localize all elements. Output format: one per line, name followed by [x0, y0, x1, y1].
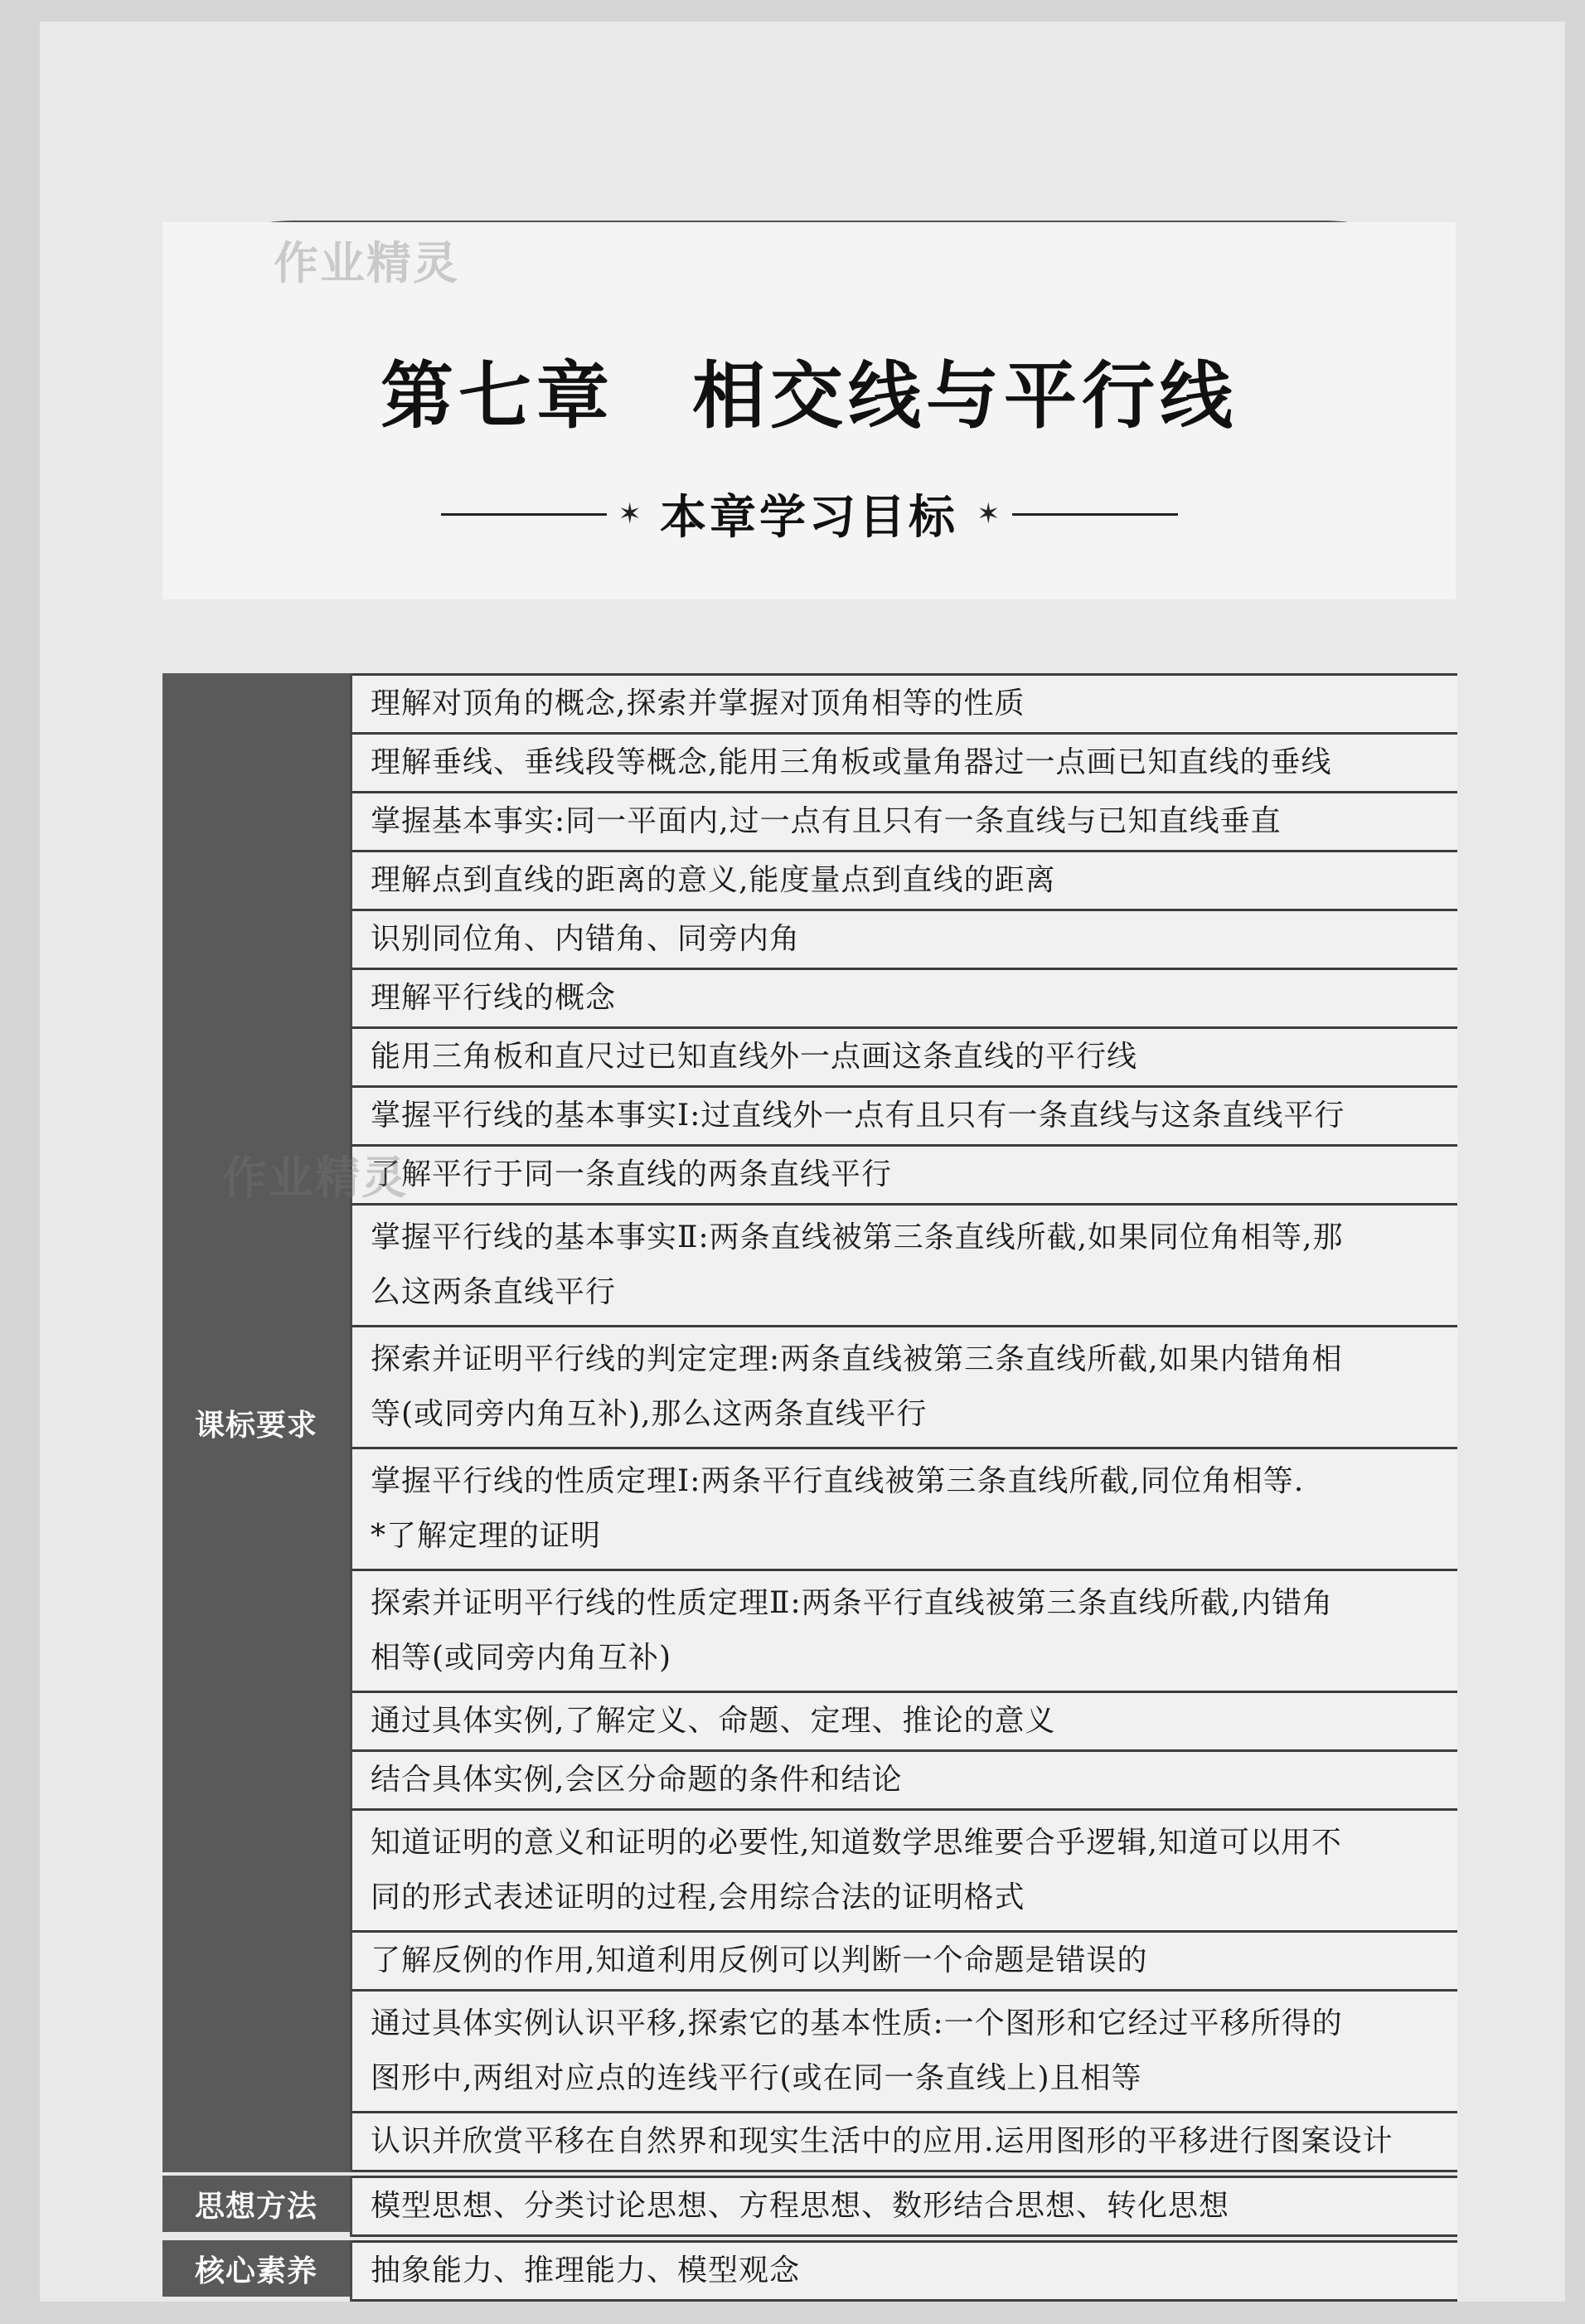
table-row [352, 970, 1457, 1029]
subtitle-rule-right [1012, 513, 1178, 516]
table-row [352, 1147, 1457, 1206]
table-row [352, 1088, 1457, 1147]
literacy-rows [350, 2240, 1457, 2302]
table-row [352, 1693, 1457, 1752]
row-line: 相等(或同旁内角互补) [371, 1641, 672, 1675]
row-line: 了解平行于同一条直线的两条直线平行 [371, 1157, 893, 1191]
table-row [352, 1327, 1457, 1449]
section-label: 思想方法 [162, 2176, 350, 2232]
row-line: 同的形式表述证明的过程,会用综合法的证明格式 [371, 1880, 1025, 1914]
subtitle-rule-left [441, 513, 607, 516]
table-row [352, 735, 1457, 793]
table-row [352, 1449, 1457, 1571]
watermark: 作业精灵 [222, 1152, 408, 1204]
row-line: 理解对顶角的概念,探索并掌握对顶角相等的性质 [371, 687, 1025, 720]
table-row [352, 1571, 1457, 1693]
literacy-section [162, 2240, 1457, 2302]
table-row [352, 911, 1457, 970]
row-line: *了解定理的证明 [371, 1519, 602, 1553]
row-line: 通过具体实例认识平移,探索它的基本性质:一个图形和它经过平移所得的 [371, 2006, 1343, 2040]
table-row: 模型思想、分类讨论思想、方程思想、数形结合思想、转化思想 [352, 2176, 1457, 2237]
table-row [352, 852, 1457, 911]
row-line: 掌握基本事实:同一平面内,过一点有且只有一条直线与已知直线垂直 [371, 804, 1282, 838]
row-line: 认识并欣赏平移在自然界和现实生活中的应用.运用图形的平移进行图案设计 [371, 2124, 1394, 2158]
row-line: 掌握平行线的基本事实Ⅰ:过直线外一点有且只有一条直线与这条直线平行 [371, 1099, 1345, 1133]
row-line: 能用三角板和直尺过已知直线外一点画这条直线的平行线 [371, 1040, 1138, 1074]
table-row [352, 1752, 1457, 1811]
table-row [352, 1992, 1457, 2113]
row-line: 探索并证明平行线的判定定理:两条直线被第三条直线所截,如果内错角相 [371, 1342, 1343, 1376]
star-icon: ✶ [977, 497, 1001, 531]
chapter-title: 第七章 相交线与平行线 [380, 352, 1238, 439]
table-row [352, 1029, 1457, 1088]
subtitle-row [162, 481, 1456, 547]
row-line: 掌握平行线的性质定理Ⅰ:两条平行直线被第三条直线所截,同位角相等. [371, 1464, 1305, 1498]
table-row [352, 673, 1457, 735]
row-line: 理解点到直线的距离的意义,能度量点到直线的距离 [371, 863, 1056, 897]
table-row [352, 1933, 1457, 1992]
row-line: 探索并证明平行线的性质定理Ⅱ:两条平行直线被第三条直线所截,内错角 [371, 1586, 1334, 1620]
row-line: 掌握平行线的基本事实Ⅱ:两条直线被第三条直线所截,如果同位角相等,那 [371, 1220, 1344, 1254]
table-row [352, 1811, 1457, 1933]
row-line: 理解垂线、垂线段等概念,能用三角板或量角器过一点画已知直线的垂线 [371, 745, 1332, 779]
row-line: 结合具体实例,会区分命题的条件和结论 [371, 1763, 903, 1797]
table-row [352, 2113, 1457, 2172]
curriculum-section [162, 673, 1457, 2172]
row-line: 图形中,两组对应点的连线平行(或在同一条直线上)且相等 [371, 2061, 1142, 2095]
methods-rows [350, 2176, 1457, 2237]
methods-section [162, 2176, 1457, 2237]
star-icon: ✶ [618, 497, 642, 531]
row-line: 知道证明的意义和证明的必要性,知道数学思维要合乎逻辑,知道可以用不 [371, 1826, 1342, 1860]
row-line: 么这两条直线平行 [371, 1275, 617, 1309]
row-line: 理解平行线的概念 [371, 981, 617, 1015]
watermark: 作业精灵 [274, 237, 459, 289]
subtitle: 本章学习目标 [660, 490, 958, 545]
section-label: 核心素养 [162, 2240, 350, 2297]
section-label: 课标要求 [162, 673, 350, 2172]
row-line: 等(或同旁内角互补),那么这两条直线平行 [371, 1397, 928, 1431]
row-line: 通过具体实例,了解定义、命题、定理、推论的意义 [371, 1704, 1056, 1738]
curriculum-rows [350, 673, 1457, 2172]
objectives-table [162, 673, 1457, 2302]
row-line: 了解反例的作用,知道利用反例可以判断一个命题是错误的 [371, 1943, 1148, 1977]
table-row [352, 1206, 1457, 1327]
table-row [352, 793, 1457, 852]
table-row: 抽象能力、推理能力、模型观念 [352, 2240, 1457, 2302]
row-line: 识别同位角、内错角、同旁内角 [371, 922, 801, 956]
